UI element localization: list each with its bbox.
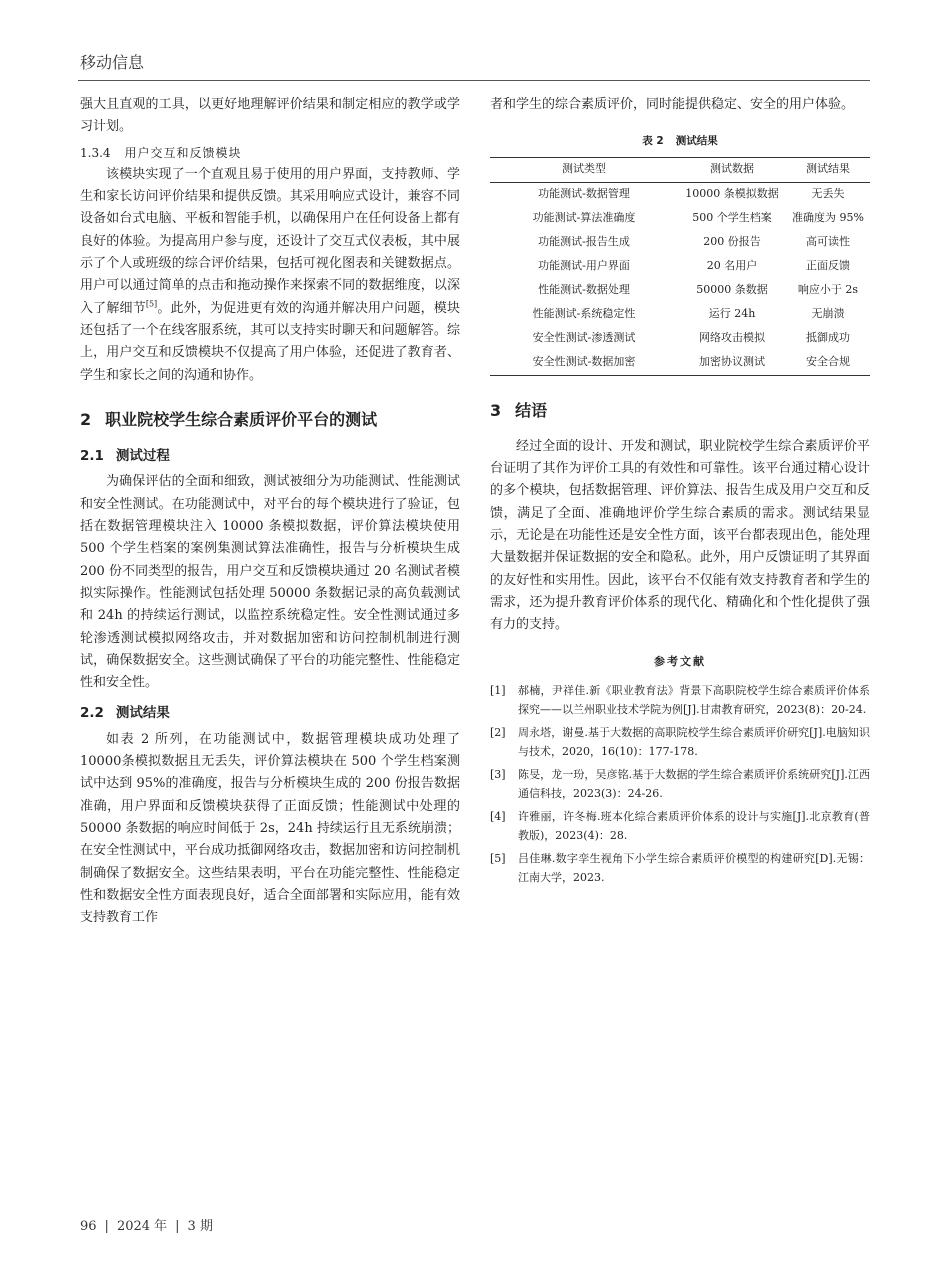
table-cell: 200 份报告: [703, 235, 761, 249]
citation: [5]: [145, 299, 158, 309]
reference-item: [490, 723, 870, 762]
reference-number: [4]: [490, 809, 506, 823]
reference-text: 吕佳琳.数字孪生视角下小学生综合素质评价模型的构建研究[D].无锡：江南大学，2023.: [518, 851, 870, 885]
section-heading: [80, 409, 460, 431]
reference-item: [490, 849, 870, 888]
section-number: 3: [490, 400, 502, 420]
table-row: [490, 231, 870, 255]
table-caption: [490, 130, 870, 152]
reference-number: [5]: [490, 851, 506, 865]
subsection-title: 测试结果: [115, 705, 170, 722]
footer-issue: 3 期: [187, 1219, 213, 1234]
reference-number: [2]: [490, 725, 506, 739]
table-cell: 无崩溃: [811, 307, 845, 321]
table-cell: 安全性测试-数据加密: [532, 355, 636, 369]
table-row: [490, 182, 870, 207]
table-header-cell: 测试结果: [806, 162, 850, 176]
subsection-title: 用户交互和反馈模块: [124, 145, 242, 160]
footer-year: 2024 年: [116, 1219, 168, 1234]
subsection-number: 2.1: [80, 448, 104, 465]
table-cell: 响应小于 2s: [797, 283, 859, 297]
table-cell: 性能测试-系统稳定性: [532, 307, 636, 321]
footer-separator: |: [104, 1219, 109, 1234]
header-rule: [78, 80, 870, 81]
table-cell: 高可读性: [806, 235, 850, 249]
table-header-cell: 测试数据: [710, 162, 754, 176]
paragraph: 强大且直观的工具，以更好地理解评价结果和制定相应的教学或学习计划。: [80, 97, 460, 135]
paragraph: 为确保评估的全面和细致，测试被细分为功能测试、性能测试和安全性测试。在功能测试中，对平台的每个模块进行了验证，包括在数据管理模块注入 10000 条模拟数据，评价算法模块使用 500 个学生档案的案例集测试算法准确性，报告与分析模块生成 200 份不同类型的报告，用户交互和反馈模块通过 20 名测试者模拟实际操作。性能测试包括处理 50000 条数据记录的高负载测试和 24h 的持续运行测试，以监控系统稳定性。安全性测试通过多轮渗透测试模拟网络攻击，并对数据加密和访问控制机制进行测试，确保数据安全。这些测试确保了平台的功能完整性、性能稳定性和安全性。: [80, 474, 460, 691]
table-cell: 性能测试-数据处理: [538, 283, 630, 297]
table-cell: 抵御成功: [806, 331, 850, 345]
table-cell: 500 个学生档案: [692, 211, 772, 225]
table-cell: 正面反馈: [806, 259, 850, 273]
table-row: [490, 303, 870, 327]
footer-separator: |: [175, 1219, 180, 1234]
table-title: 测试结果: [675, 135, 718, 148]
subsection-title: 测试过程: [115, 448, 170, 465]
paragraph: 经过全面的设计、开发和测试，职业院校学生综合素质评价平台证明了其作为评价工具的有效性和可靠性。该平台通过精心设计的多个模块，包括数据管理、评价算法、报告生成及用户交互和反馈，满足了全面、准确地评价学生综合素质的需求。测试结果显示，无论是在功能性还是安全性方面，该平台都表现出色，能处理大量数据并保证数据的安全和隐私。此外，用户反馈证明了其界面的友好性和实用性。因此，该平台不仅能有效支持教育者和学生的需求，还为提升教育评价体系的现代化、精确化和个性化提供了强有力的支持。: [490, 438, 870, 633]
paragraph: 者和学生的综合素质评价，同时能提供稳定、安全的用户体验。: [490, 97, 855, 112]
table-cell: 功能测试-用户界面: [538, 259, 630, 273]
table-cell: 安全合规: [806, 355, 850, 369]
table-cell: 加密协议测试: [699, 355, 765, 369]
reference-item: [490, 765, 870, 804]
table-cell: 运行 24h: [708, 307, 756, 321]
table-row: [490, 351, 870, 376]
table-cell: 50000 条数据: [696, 283, 768, 297]
reference-item: [490, 681, 870, 720]
table-cell: 功能测试-数据管理: [538, 187, 630, 201]
right-column: [490, 94, 870, 891]
results-table: [490, 157, 870, 376]
table-header-row: [490, 157, 870, 182]
table-cell: 20 名用户: [706, 259, 758, 273]
subsection-heading: [80, 445, 460, 467]
section-title: 结语: [515, 400, 548, 420]
page-number: 96: [80, 1219, 97, 1234]
table-row: [490, 255, 870, 279]
reference-text: 陈旻，龙一玢，吴彦铭.基于大数据的学生综合素质评价系统研究[J].江西通信科技，2023(3)：24-26.: [518, 767, 870, 801]
subsection-heading: [80, 142, 460, 164]
page-footer: [80, 1215, 213, 1234]
table-cell: 无丢失: [811, 187, 845, 201]
reference-text: 周永塔，谢曼.基于大数据的高职院校学生综合素质评价研究[J].电脑知识与技术，2020，16(10)：177-178.: [518, 725, 870, 759]
reference-number: [1]: [490, 683, 506, 697]
reference-number: [3]: [490, 767, 506, 781]
table-cell: 安全性测试-渗透测试: [532, 331, 636, 345]
table-cell: 准确度为 95%: [792, 211, 864, 225]
table-row: [490, 327, 870, 351]
paragraph-text: 。此外，为促进更有效的沟通并解决用户问题，模块还包括了一个在线客服系统，其可以支持实时聊天和问题解答。综上，用户交互和反馈模块不仅提高了用户体验，还促进了教育者、学生和家长之间的沟通和协作。: [80, 300, 460, 383]
table-row: [490, 207, 870, 231]
table-number: 表 2: [642, 135, 664, 148]
table-cell: 网络攻击模拟: [699, 331, 765, 345]
table-cell: 10000 条模拟数据: [685, 187, 779, 201]
section-number: 2: [80, 409, 92, 429]
references-title: 参考文献: [654, 654, 706, 668]
subsection-number: 1.3.4: [80, 145, 111, 160]
table-cell: 功能测试-报告生成: [538, 235, 630, 249]
subsection-heading: [80, 702, 460, 724]
table-cell: 功能测试-算法准确度: [532, 211, 636, 225]
references-list: [490, 681, 870, 888]
paragraph: [80, 164, 460, 387]
left-column: [80, 94, 460, 929]
reference-item: [490, 807, 870, 846]
paragraph: 如表 2 所列，在功能测试中，数据管理模块成功处理了 10000条模拟数据且无丢失，评价算法模块在 500 个学生档案测试中达到 95%的准确度，报告与分析模块生成的 200 份报告数据准确，用户界面和反馈模块获得了正面反馈；性能测试中处理的 50000 条数据的响应时间低于 2s，24h 持续运行且无系统崩溃；在安全性测试中，平台成功抵御网络攻击，数据加密和访问控制机制确保了数据安全。这些结果表明，平台在功能完整性、性能稳定性和数据安全性方面表现良好，适合全面部署和实际应用，能有效支持教育工作: [80, 731, 460, 926]
reference-text: 郝楠，尹祥佳.新《职业教育法》背景下高职院校学生综合素质评价体系探究——以兰州职业技术学院为例[J].甘肃教育研究，2023(8)：20-24.: [518, 683, 870, 717]
journal-header: 移动信息: [80, 53, 145, 72]
section-heading: [490, 400, 870, 422]
reference-text: 许雅丽，许冬梅.班本化综合素质评价体系的设计与实施[J].北京教育(普教版)，2023(4)：28.: [518, 809, 870, 843]
table-header-cell: 测试类型: [562, 162, 606, 176]
subsection-number: 2.2: [80, 705, 104, 722]
section-title: 职业院校学生综合素质评价平台的测试: [105, 409, 378, 429]
table-row: [490, 279, 870, 303]
paragraph-text: 该模块实现了一个直观且易于使用的用户界面，支持教师、学生和家长访问评价结果和提供反馈。其采用响应式设计，兼容不同设备如台式电脑、平板和智能手机，以确保用户在任何设备上都有良好的体验。为提高用户参与度，还设计了交互式仪表板，其中展示了个人或班级的综合评价结果，包括可视化图表和关键数据点。用户可以通过简单的点击和拖动操作来探索不同的数据维度，以深入了解细节: [80, 166, 460, 316]
